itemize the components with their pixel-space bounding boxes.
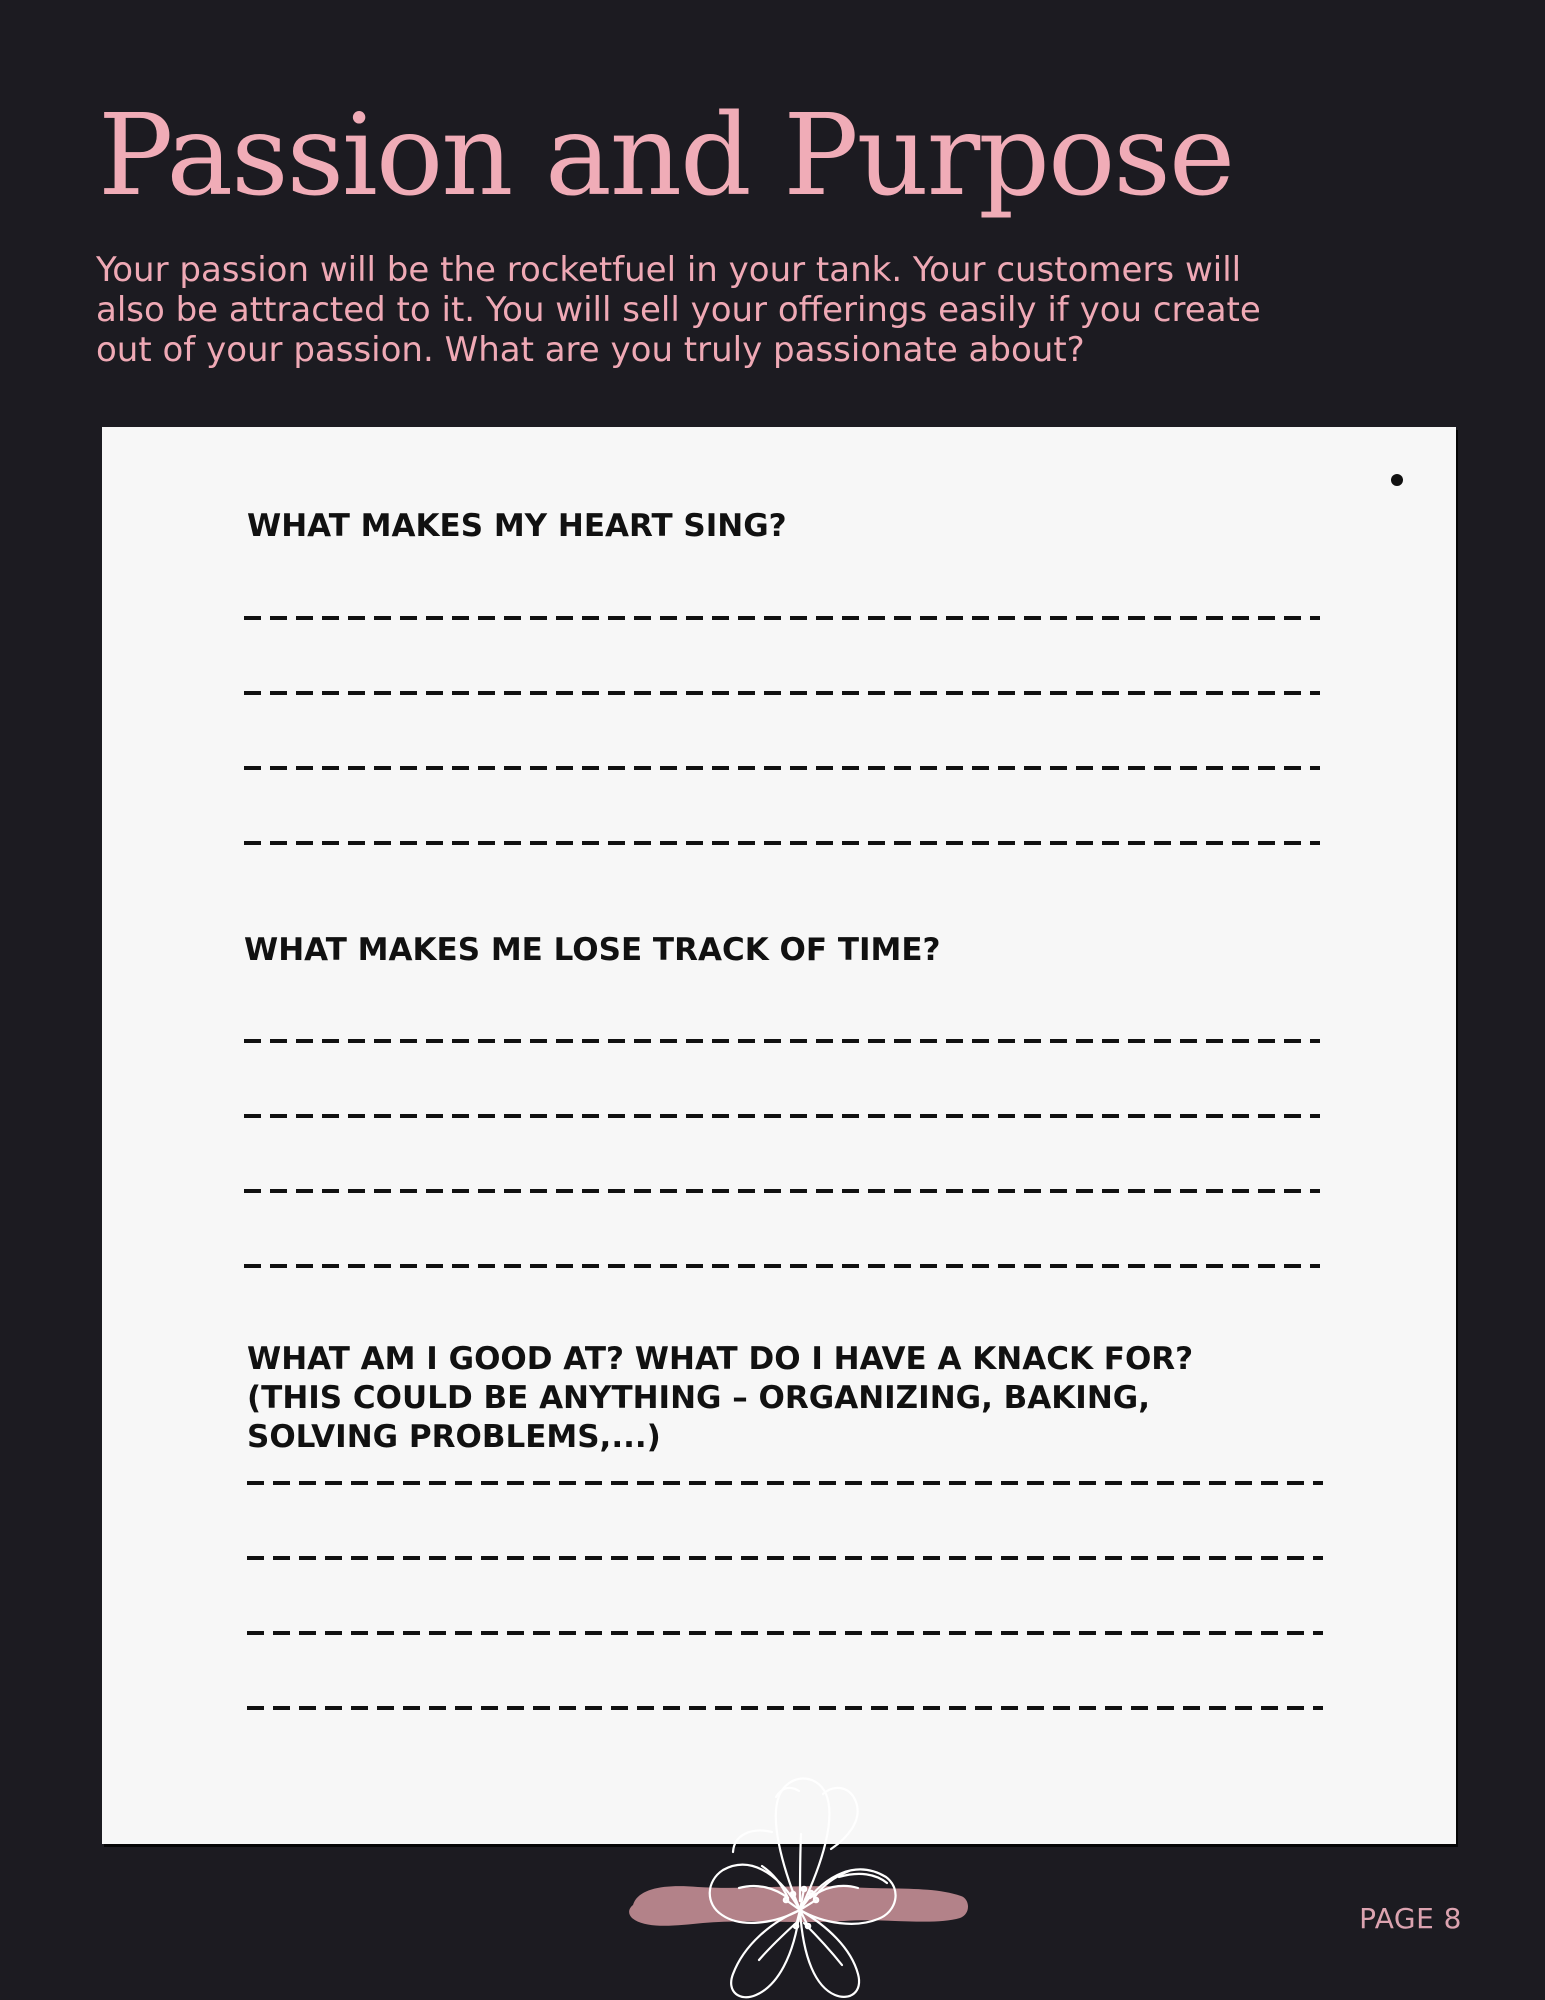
intro-paragraph bbox=[96, 250, 1436, 370]
answer-line bbox=[247, 1556, 1323, 1560]
answer-line bbox=[244, 616, 1320, 620]
question-line: WHAT MAKES ME LOSE TRACK OF TIME? bbox=[244, 932, 941, 968]
page-number: PAGE 8 bbox=[1359, 1902, 1462, 1935]
page-title: Passion and Purpose bbox=[98, 91, 1234, 221]
answer-line bbox=[244, 1039, 1320, 1043]
answer-line bbox=[244, 1189, 1320, 1193]
answer-line bbox=[247, 1631, 1323, 1635]
answer-line bbox=[247, 1481, 1323, 1485]
intro-line: out of your passion. What are you truly passionate about? bbox=[96, 330, 1085, 370]
question-line: (THIS COULD BE ANYTHING – ORGANIZING, BAKING, bbox=[247, 1380, 1150, 1416]
answer-line bbox=[244, 1114, 1320, 1118]
question-line: WHAT MAKES MY HEART SING? bbox=[247, 508, 787, 544]
answer-line bbox=[244, 1264, 1320, 1268]
intro-line: also be attracted to it. You will sell your offerings easily if you create bbox=[96, 290, 1261, 330]
answer-lines-area bbox=[102, 427, 1456, 1844]
question-line: WHAT AM I GOOD AT? WHAT DO I HAVE A KNACK FOR? bbox=[247, 1341, 1194, 1377]
answer-line bbox=[244, 841, 1320, 845]
answer-line bbox=[244, 691, 1320, 695]
flower-decoration bbox=[620, 1760, 980, 2000]
question-line: SOLVING PROBLEMS,...) bbox=[247, 1419, 661, 1455]
worksheet-card bbox=[102, 427, 1456, 1844]
flower-with-brush-icon bbox=[620, 1760, 980, 2000]
answer-line bbox=[244, 766, 1320, 770]
answer-line bbox=[247, 1706, 1323, 1710]
intro-line: Your passion will be the rocketfuel in your tank. Your customers will bbox=[96, 250, 1242, 290]
